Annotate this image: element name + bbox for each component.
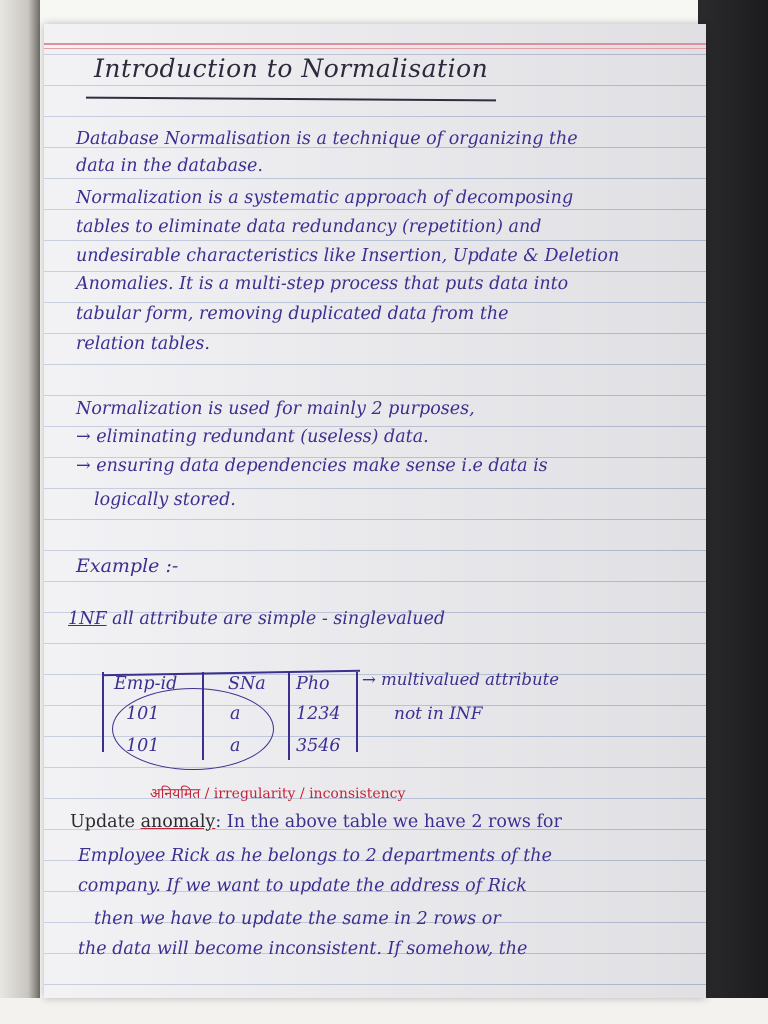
title-underline	[86, 97, 496, 102]
table-divider	[288, 672, 290, 760]
background-right-dark	[698, 0, 768, 1024]
paragraph2-line: → eliminating redundant (useless) data.	[76, 427, 429, 447]
multivalued-note: → multivalued attribute	[362, 670, 560, 689]
highlight-circle	[112, 688, 274, 770]
header-margin-line	[44, 43, 706, 45]
nf-definition	[68, 609, 445, 629]
notebook-page	[44, 24, 706, 998]
paragraph2-line: Normalization is used for mainly 2 purposes,	[76, 399, 475, 419]
paragraph1-line: tabular form, removing duplicated data from the	[76, 304, 509, 324]
table-cell: 101	[126, 736, 160, 756]
table-cell: a	[230, 704, 241, 724]
table-cell: 1234	[296, 704, 341, 724]
table-cell: 3546	[296, 736, 341, 756]
update-line: Employee Rick as he belongs to 2 departments of the	[78, 846, 552, 866]
paragraph1-line: data in the database.	[76, 156, 263, 176]
anomaly-word: anomaly	[140, 812, 216, 832]
update-line: company. If we want to update the address of Rick	[78, 876, 527, 896]
nf-text: all attribute are simple - singlevalued	[106, 609, 446, 629]
paragraph1-line: Database Normalisation is a technique of organizing the	[76, 129, 578, 149]
table-cell: a	[230, 736, 241, 756]
update-label: Update	[70, 812, 135, 832]
red-annotation: अनियमित / irregularity / inconsistency	[150, 786, 406, 802]
table-header-cell: Emp-id	[114, 674, 178, 694]
example-heading: Example :-	[76, 555, 179, 577]
paragraph1-line: undesirable characteristics like Insertion, Update & Deletion	[76, 246, 620, 266]
update-line: the data will become inconsistent. If somehow, the	[78, 939, 528, 959]
paragraph1-line: relation tables.	[76, 334, 210, 354]
paragraph2-line: → ensuring data dependencies make sense i.e data is	[76, 456, 548, 476]
background-left	[0, 0, 40, 1024]
header-margin-line-secondary	[44, 48, 706, 49]
background-bottom	[0, 998, 768, 1024]
paragraph1-line: Anomalies. It is a multi-step process that puts data into	[76, 274, 569, 294]
table-cell: 101	[126, 704, 160, 724]
not-in-nf-note: not in INF	[394, 704, 483, 724]
paragraph1-line: tables to eliminate data redundancy (repetition) and	[76, 217, 542, 237]
update-anomaly-line	[70, 812, 562, 832]
table-header-cell: SNa	[228, 674, 266, 694]
paragraph1-line: Normalization is a systematic approach of decomposing	[76, 188, 574, 208]
update-text: : In the above table we have 2 rows for	[215, 812, 562, 832]
table-header-cell: Pho	[296, 674, 330, 694]
update-line: then we have to update the same in 2 rows or	[94, 909, 501, 929]
nf-label: 1NF	[68, 609, 107, 629]
table-divider	[102, 672, 104, 752]
page-title: Introduction to Normalisation	[94, 54, 489, 83]
paragraph2-line: logically stored.	[94, 490, 236, 510]
table-divider	[356, 672, 358, 752]
